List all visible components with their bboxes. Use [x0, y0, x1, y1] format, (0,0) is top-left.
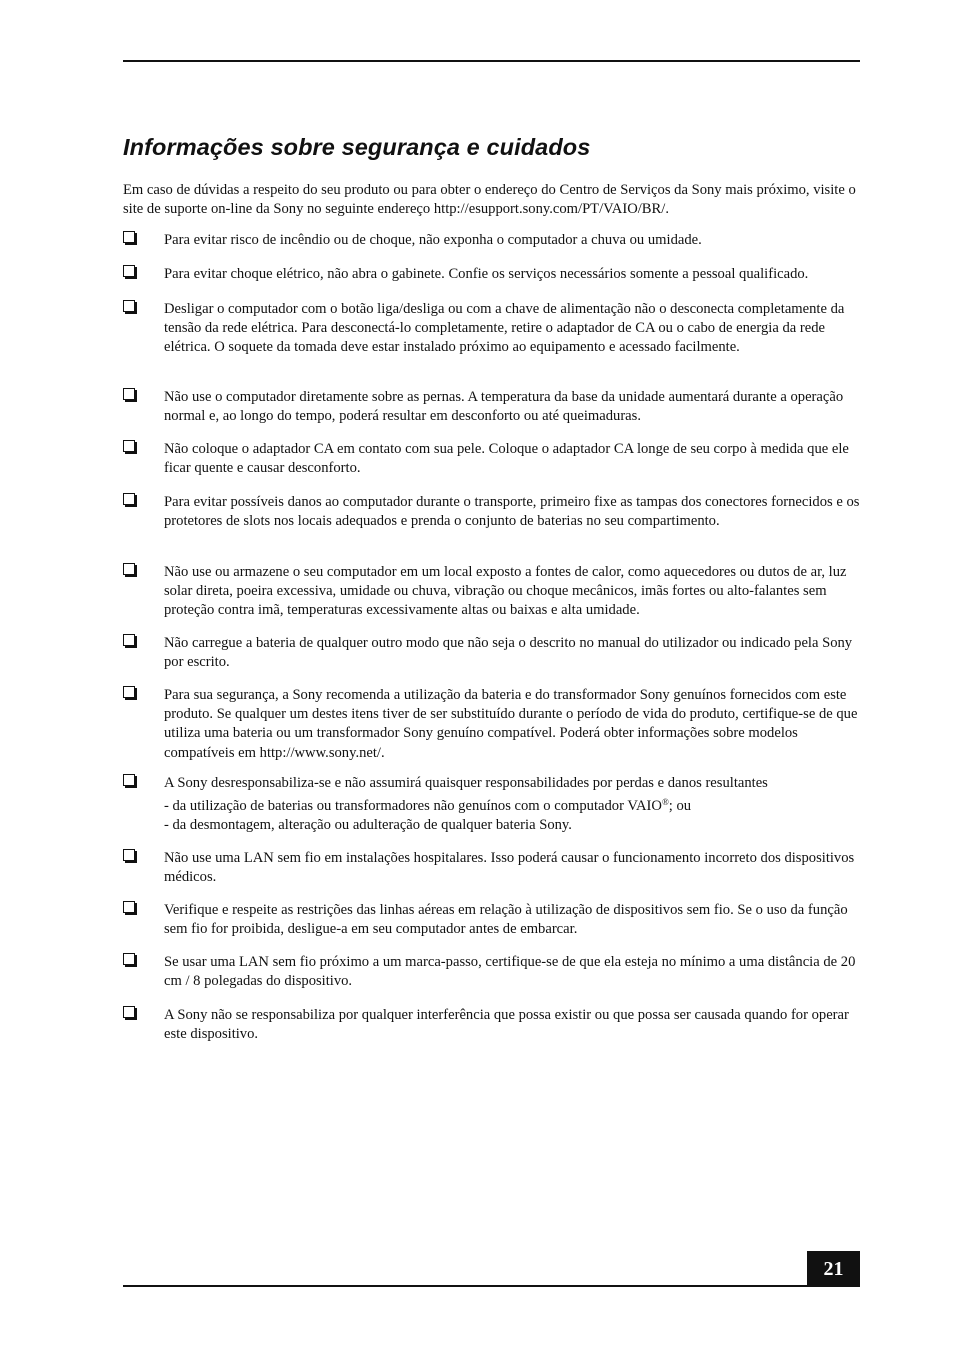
list-item-text: Verifique e respeite as restrições das linhas aéreas em relação à utilização de dispositivos sem fio. Se o uso da função sem fio for proibida, desligue-a em seu computador antes de embarcar. [164, 902, 848, 938]
checkbox-bullet-icon [123, 953, 135, 965]
page-title: Informações sobre segurança e cuidados [123, 134, 591, 160]
list-item-text: Para evitar possíveis danos ao computador durante o transporte, primeiro fixe as tampas dos conectores fornecidos e os protetores de slots nos locais adequados e prenda o conjunto de baterias no seu compartimento. [164, 494, 860, 530]
list-item-text [164, 774, 863, 836]
list-item-text: Para sua segurança, a Sony recomenda a utilização da bateria e do transformador Sony genuínos fornecidos com este produto. Se qualquer um destes itens tiver de ser substituído durante o período de vida do produto, certifique-se de que utiliza uma bateria ou um transformador Sony genuíno compatível. Poderá obter informações sobre modelos compatíveis em http://www.sony.net/. [164, 687, 858, 761]
list-item-text: Para evitar risco de incêndio ou de choque, não exponha o computador a chuva ou umidade. [164, 232, 702, 248]
list-item-lead: A Sony desresponsabiliza-se e não assumirá quaisquer responsabilidades por perdas e danos resultantes [164, 775, 768, 791]
sub-item-2: - da desmontagem, alteração ou adulteração de qualquer bateria Sony. [164, 817, 572, 834]
list-item [123, 849, 863, 887]
list-item [123, 774, 863, 836]
list-item-text: Desligar o computador com o botão liga/desliga ou com a chave de alimentação não o desconecta completamente da tensão da rede elétrica. Para desconectá-lo completamente, retire o adaptador de CA ou o cabo de energia da rede elétrica. O soquete da tomada deve estar instalado próximo ao equipamento e acessado facilmente. [164, 301, 845, 356]
checkbox-bullet-icon [123, 634, 135, 646]
checkbox-bullet-icon [123, 849, 135, 861]
list-item [123, 265, 863, 284]
checkbox-bullet-icon [123, 440, 135, 452]
list-item [123, 440, 863, 478]
header-rule [123, 60, 860, 62]
list-item-text: Não carregue a bateria de qualquer outro modo que não seja o descrito no manual do utilizador ou indicado pela Sony por escrito. [164, 635, 853, 671]
list-item-text: Para evitar choque elétrico, não abra o gabinete. Confie os serviços necessários somente a pessoal qualificado. [164, 266, 809, 282]
checkbox-bullet-icon [123, 774, 135, 786]
page-number: 21 [807, 1251, 860, 1287]
registered-mark: ® [661, 797, 669, 808]
checkbox-bullet-icon [123, 901, 135, 913]
checkbox-bullet-icon [123, 388, 135, 400]
list-item [123, 563, 863, 621]
intro-paragraph: Em caso de dúvidas a respeito do seu produto ou para obter o endereço do Centro de Serviços da Sony mais próximo, visite o site de suporte on-line da Sony no seguinte endereço http://esupport.sony.com/PT/VAIO/BR/. [123, 182, 856, 218]
list-item [123, 388, 863, 426]
footer-rule [123, 1285, 860, 1287]
checkbox-bullet-icon [123, 265, 135, 277]
list-item-text: Não use uma LAN sem fio em instalações hospitalares. Isso poderá causar o funcionamento incorreto dos dispositivos médicos. [164, 850, 855, 886]
list-item [123, 231, 863, 250]
list-item-text: A Sony não se responsabiliza por qualquer interferência que possa existir ou que possa ser causada quando for operar este dispositivo. [164, 1007, 849, 1043]
list-item-text: Não use ou armazene o seu computador em um local exposto a fontes de calor, como aquecedores ou dutos de ar, luz solar direta, poeira excessiva, umidade ou chuva, vibração ou choque mecânicos, imãs fortes ou alto-falantes sem proteção contra imã, temperaturas excessivamente altas ou baixas e alta umidade. [164, 564, 847, 619]
sub-item-1 [164, 797, 863, 816]
checkbox-bullet-icon [123, 300, 135, 312]
sub-item-1-text: - da utilização de baterias ou transformadores não genuínos com o computador VAIO [164, 798, 662, 815]
list-item-text: Não use o computador diretamente sobre as pernas. A temperatura da base da unidade aumentará durante a operação normal e, ao longo do tempo, poderá resultar em desconforto ou até queimaduras. [164, 389, 844, 425]
checkbox-bullet-icon [123, 1006, 135, 1018]
list-item [123, 634, 863, 672]
sub-item-1-tail: ; ou [668, 798, 692, 815]
list-item [123, 953, 863, 991]
checkbox-bullet-icon [123, 493, 135, 505]
list-item [123, 300, 863, 358]
list-item [123, 901, 863, 939]
checkbox-bullet-icon [123, 686, 135, 698]
list-item-text: Se usar uma LAN sem fio próximo a um marca-passo, certifique-se de que ela esteja no mínimo a uma distância de 20 cm / 8 polegadas do dispositivo. [164, 954, 856, 990]
list-item [123, 1006, 863, 1044]
list-item [123, 686, 863, 763]
checkbox-bullet-icon [123, 563, 135, 575]
checkbox-bullet-icon [123, 231, 135, 243]
list-item [123, 493, 863, 531]
list-item-text: Não coloque o adaptador CA em contato com sua pele. Coloque o adaptador CA longe de seu corpo à medida que ele ficar quente e causar desconforto. [164, 441, 849, 477]
